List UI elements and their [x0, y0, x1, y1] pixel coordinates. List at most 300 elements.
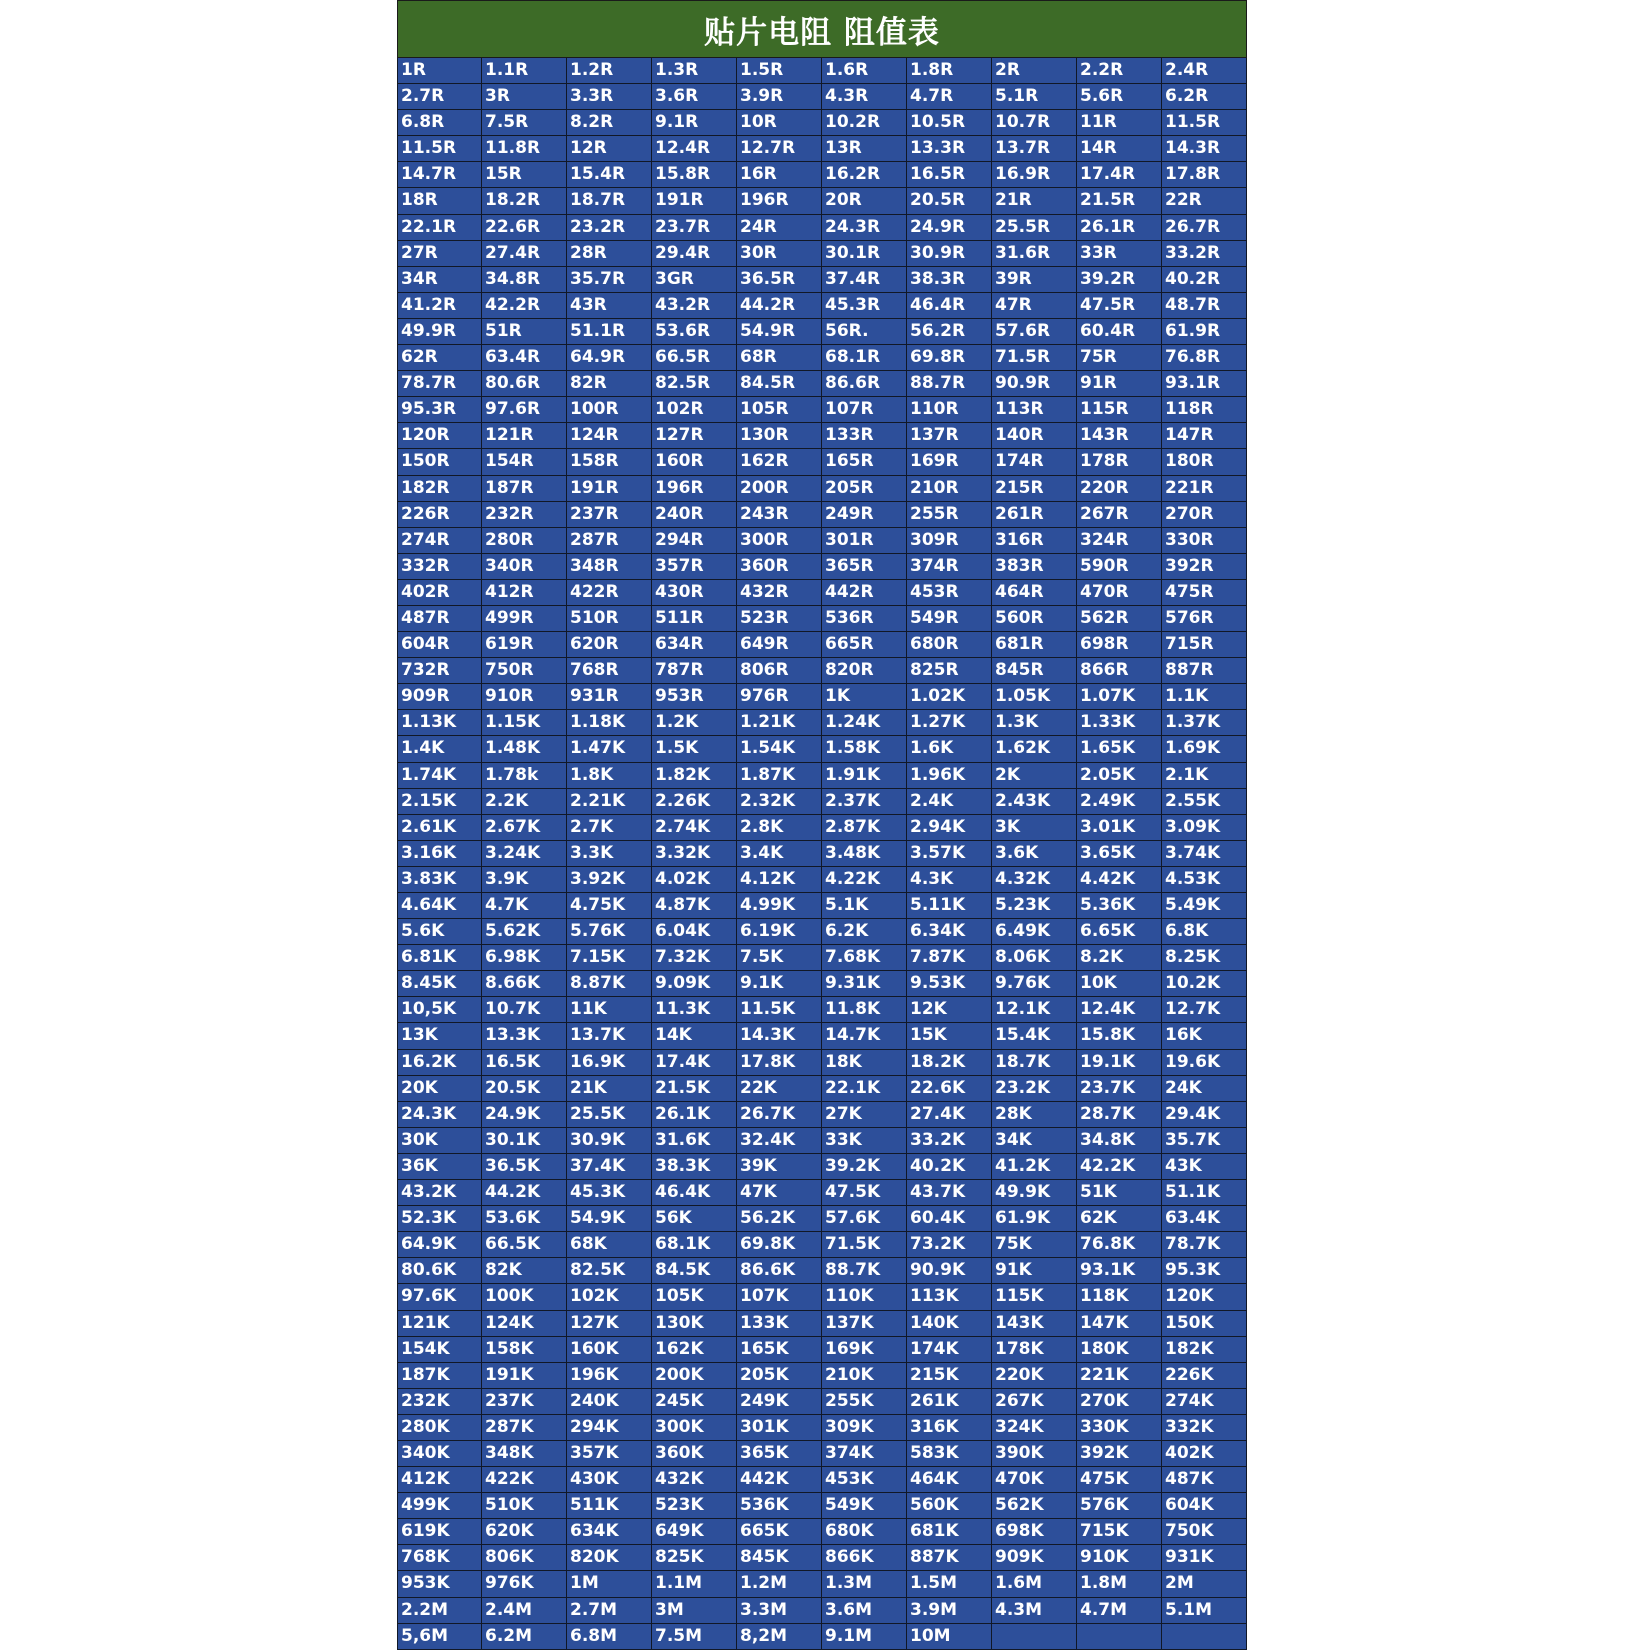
table-cell: 21.5R: [1077, 188, 1162, 214]
table-cell: 210K: [822, 1363, 907, 1389]
table-cell: 698K: [992, 1519, 1077, 1545]
table-cell: 44.2R: [737, 293, 822, 319]
table-cell: 4.12K: [737, 867, 822, 893]
table-cell: 1.2K: [652, 710, 737, 736]
table-cell: 680R: [907, 632, 992, 658]
table-cell: 24K: [1162, 1076, 1247, 1102]
table-cell: 31.6K: [652, 1128, 737, 1154]
table-cell: 681K: [907, 1519, 992, 1545]
table-cell: 12.7R: [737, 136, 822, 162]
table-cell: 20K: [397, 1076, 482, 1102]
table-cell: 300R: [737, 528, 822, 554]
table-cell: 221R: [1162, 476, 1247, 502]
table-cell: 357K: [567, 1441, 652, 1467]
table-cell: 100K: [482, 1284, 567, 1310]
table-cell: 68.1K: [652, 1232, 737, 1258]
table-cell: 464R: [992, 580, 1077, 606]
table-cell: 28.7K: [1077, 1102, 1162, 1128]
table-cell: 866R: [1077, 658, 1162, 684]
table-cell: 10.2K: [1162, 971, 1247, 997]
table-cell: 69.8K: [737, 1232, 822, 1258]
table-cell: 8.25K: [1162, 945, 1247, 971]
table-cell: 357R: [652, 554, 737, 580]
table-cell: 255R: [907, 502, 992, 528]
table-cell: 46.4R: [907, 293, 992, 319]
table-cell: 9.1M: [822, 1624, 907, 1650]
table-cell: 158K: [482, 1337, 567, 1363]
table-cell: 240R: [652, 502, 737, 528]
table-cell: 3.6K: [992, 841, 1077, 867]
table-cell: 30.1K: [482, 1128, 567, 1154]
table-cell: 2.49K: [1077, 789, 1162, 815]
table-cell: 19.1K: [1077, 1050, 1162, 1076]
table-cell: 634R: [652, 632, 737, 658]
table-cell: 2.7K: [567, 815, 652, 841]
table-cell: 309R: [907, 528, 992, 554]
table-cell: 66.5R: [652, 345, 737, 371]
table-cell: 11.3K: [652, 997, 737, 1023]
table-cell: 56R.: [822, 319, 907, 345]
table-cell: 487R: [397, 606, 482, 632]
table-cell: 1.1R: [482, 58, 567, 84]
table-cell: 34.8R: [482, 267, 567, 293]
table-cell: 604K: [1162, 1493, 1247, 1519]
table-cell: 16R: [737, 162, 822, 188]
table-cell: 16.2R: [822, 162, 907, 188]
table-cell: 2.4K: [907, 789, 992, 815]
table-cell: 196R: [737, 188, 822, 214]
table-cell: 28R: [567, 241, 652, 267]
table-cell: 301R: [822, 528, 907, 554]
table-cell: 39.2R: [1077, 267, 1162, 293]
table-cell: 49.9K: [992, 1180, 1077, 1206]
table-cell: 210R: [907, 476, 992, 502]
table-cell: 226R: [397, 502, 482, 528]
table-cell: 499K: [397, 1493, 482, 1519]
table-cell: 267R: [1077, 502, 1162, 528]
table-cell: 665R: [822, 632, 907, 658]
table-cell: 510R: [567, 606, 652, 632]
table-cell: 453K: [822, 1467, 907, 1493]
table-cell: 19.6K: [1162, 1050, 1247, 1076]
table-cell: 10R: [737, 110, 822, 136]
table-cell: 196R: [652, 476, 737, 502]
table-cell: 953K: [397, 1571, 482, 1597]
table-cell: 24.9R: [907, 215, 992, 241]
table-cell: 49.9R: [397, 319, 482, 345]
table-cell: 1.96K: [907, 763, 992, 789]
table-cell: 10.5R: [907, 110, 992, 136]
table-cell: 1.5K: [652, 736, 737, 762]
table-cell: 7.68K: [822, 945, 907, 971]
table-cell: 205R: [822, 476, 907, 502]
table-cell: 2.7M: [567, 1598, 652, 1624]
table-cell: 4.3R: [822, 84, 907, 110]
table-cell: 226K: [1162, 1363, 1247, 1389]
table-cell: 240K: [567, 1389, 652, 1415]
table-cell: 147R: [1162, 423, 1247, 449]
table-cell: 22.1K: [822, 1076, 907, 1102]
table-cell: 787R: [652, 658, 737, 684]
table-cell: 4.53K: [1162, 867, 1247, 893]
table-cell: 200K: [652, 1363, 737, 1389]
table-cell: 9.76K: [992, 971, 1077, 997]
table-cell: 61.9R: [1162, 319, 1247, 345]
table-cell: 162R: [737, 449, 822, 475]
table-cell: 1.2M: [737, 1571, 822, 1597]
table-cell: 115R: [1077, 397, 1162, 423]
table-cell: 583K: [907, 1441, 992, 1467]
table-cell: 69.8R: [907, 345, 992, 371]
table-cell: 97.6R: [482, 397, 567, 423]
table-cell: 66.5K: [482, 1232, 567, 1258]
table-cell: 9.1K: [737, 971, 822, 997]
table-cell: 15.8R: [652, 162, 737, 188]
table-cell: 40.2R: [1162, 267, 1247, 293]
table-cell: 115K: [992, 1284, 1077, 1310]
table-cell: 4.7K: [482, 893, 567, 919]
table-cell: 43.2K: [397, 1180, 482, 1206]
table-cell: 27.4K: [907, 1102, 992, 1128]
table-cell: 41.2K: [992, 1154, 1077, 1180]
table-cell: 14R: [1077, 136, 1162, 162]
table-cell: 4.7M: [1077, 1598, 1162, 1624]
table-cell: 127K: [567, 1311, 652, 1337]
table-cell: 110R: [907, 397, 992, 423]
table-cell: 46.4K: [652, 1180, 737, 1206]
table-cell: 1.1M: [652, 1571, 737, 1597]
table-cell: 21R: [992, 188, 1077, 214]
table-cell: 82K: [482, 1258, 567, 1284]
table-cell: 11.5R: [1162, 110, 1247, 136]
table-cell: 6.2M: [482, 1624, 567, 1650]
table-cell: 5.36K: [1077, 893, 1162, 919]
table-cell: 95.3K: [1162, 1258, 1247, 1284]
table-cell: 22R: [1162, 188, 1247, 214]
table-cell: 1.5R: [737, 58, 822, 84]
table-cell: 6.65K: [1077, 919, 1162, 945]
table-cell: 54.9R: [737, 319, 822, 345]
table-cell: 174K: [907, 1337, 992, 1363]
table-cell: 2.7R: [397, 84, 482, 110]
table-cell: 287K: [482, 1415, 567, 1441]
table-cell: 51K: [1077, 1180, 1162, 1206]
table-cell: 280K: [397, 1415, 482, 1441]
table-cell: 10.7K: [482, 997, 567, 1023]
table-cell: 51.1K: [1162, 1180, 1247, 1206]
table-cell: 220R: [1077, 476, 1162, 502]
table-cell: 316R: [992, 528, 1077, 554]
table-cell: 340K: [397, 1441, 482, 1467]
table-cell: 270R: [1162, 502, 1247, 528]
table-cell: 15.4K: [992, 1023, 1077, 1049]
table-cell: 35.7R: [567, 267, 652, 293]
table-cell: 147K: [1077, 1311, 1162, 1337]
table-cell: 25.5K: [567, 1102, 652, 1128]
table-cell: 5.6K: [397, 919, 482, 945]
table-cell: 845K: [737, 1545, 822, 1571]
table-cell: 2.37K: [822, 789, 907, 815]
table-cell: 68K: [567, 1232, 652, 1258]
table-cell: 13.7R: [992, 136, 1077, 162]
table-cell: 11.8K: [822, 997, 907, 1023]
table-cell: 2.2M: [397, 1598, 482, 1624]
table-cell: 2M: [1162, 1571, 1247, 1597]
table-cell: 2.26K: [652, 789, 737, 815]
table-cell: 26.7K: [737, 1102, 822, 1128]
table-cell: 576R: [1162, 606, 1247, 632]
table-cell: 11.5R: [397, 136, 482, 162]
table-cell: 3.01K: [1077, 815, 1162, 841]
table-cell: 43.7K: [907, 1180, 992, 1206]
table-cell: 182K: [1162, 1337, 1247, 1363]
table-cell: 1.3R: [652, 58, 737, 84]
table-cell: 56.2R: [907, 319, 992, 345]
table-cell: 25.5R: [992, 215, 1077, 241]
table-cell: 4.22K: [822, 867, 907, 893]
table-cell: 33R: [1077, 241, 1162, 267]
table-cell: 806K: [482, 1545, 567, 1571]
page-title: 贴片电阻 阻值表: [397, 0, 1247, 58]
table-cell: 237K: [482, 1389, 567, 1415]
table-cell: 402R: [397, 580, 482, 606]
table-cell: 140K: [907, 1311, 992, 1337]
table-cell: 60.4K: [907, 1206, 992, 1232]
table-cell: 39.2K: [822, 1154, 907, 1180]
table-cell: 13.7K: [567, 1023, 652, 1049]
table-cell: 18.2K: [907, 1050, 992, 1076]
table-cell: 78.7R: [397, 371, 482, 397]
table-cell: 17.8R: [1162, 162, 1247, 188]
table-cell: 2.21K: [567, 789, 652, 815]
table-cell: 348K: [482, 1441, 567, 1467]
table-cell: 806R: [737, 658, 822, 684]
table-cell: 21.5K: [652, 1076, 737, 1102]
table-cell: 73.2K: [907, 1232, 992, 1258]
table-cell: 130R: [737, 423, 822, 449]
table-cell: 33.2K: [907, 1128, 992, 1154]
table-cell: 30R: [737, 241, 822, 267]
table-cell: 113R: [992, 397, 1077, 423]
table-cell: 499R: [482, 606, 567, 632]
table-cell: 27R: [397, 241, 482, 267]
table-cell: 11.5K: [737, 997, 822, 1023]
table-cell: 332K: [1162, 1415, 1247, 1441]
table-cell: 121R: [482, 423, 567, 449]
table-cell: 1.74K: [397, 763, 482, 789]
table-cell: 953R: [652, 684, 737, 710]
table-cell: 88.7K: [822, 1258, 907, 1284]
table-cell: 590R: [1077, 554, 1162, 580]
table-cell: 107K: [737, 1284, 822, 1310]
table-cell: 47.5R: [1077, 293, 1162, 319]
table-cell: 82R: [567, 371, 652, 397]
table-cell: 1.07K: [1077, 684, 1162, 710]
table-cell: 5.1M: [1162, 1598, 1247, 1624]
table-cell: 18.7R: [567, 188, 652, 214]
table-cell: 178K: [992, 1337, 1077, 1363]
resistor-value-sheet: [397, 0, 1247, 1644]
table-cell: 6.34K: [907, 919, 992, 945]
table-cell: 29.4K: [1162, 1102, 1247, 1128]
table-cell: 90.9R: [992, 371, 1077, 397]
table-cell: 300K: [652, 1415, 737, 1441]
table-cell: 7.87K: [907, 945, 992, 971]
table-cell: 40.2K: [907, 1154, 992, 1180]
table-cell: 162K: [652, 1337, 737, 1363]
table-cell: 5.23K: [992, 893, 1077, 919]
table-cell: 215K: [907, 1363, 992, 1389]
table-cell: 64.9K: [397, 1232, 482, 1258]
table-cell: 12.7K: [1162, 997, 1247, 1023]
table-cell: 22K: [737, 1076, 822, 1102]
table-cell: 8.66K: [482, 971, 567, 997]
table-cell: 76.8K: [1077, 1232, 1162, 1258]
table-cell: 1.6R: [822, 58, 907, 84]
table-cell: 825R: [907, 658, 992, 684]
table-cell: 105K: [652, 1284, 737, 1310]
table-cell: 124K: [482, 1311, 567, 1337]
table-cell: 1.4K: [397, 736, 482, 762]
table-cell: 4.64K: [397, 893, 482, 919]
table-cell: 13.3R: [907, 136, 992, 162]
table-cell: 36K: [397, 1154, 482, 1180]
table-cell: 102K: [567, 1284, 652, 1310]
table-cell: 100R: [567, 397, 652, 423]
table-cell: 820K: [567, 1545, 652, 1571]
table-cell: 1.05K: [992, 684, 1077, 710]
table-cell: 18.2R: [482, 188, 567, 214]
table-cell: 619R: [482, 632, 567, 658]
table-cell: 887R: [1162, 658, 1247, 684]
table-cell: 53.6K: [482, 1206, 567, 1232]
table-cell: 13K: [397, 1023, 482, 1049]
table-cell: 51R: [482, 319, 567, 345]
table-cell: 392K: [1077, 1441, 1162, 1467]
table-cell: 620K: [482, 1519, 567, 1545]
table-cell: 91R: [1077, 371, 1162, 397]
table-cell: 360K: [652, 1441, 737, 1467]
table-cell: 402K: [1162, 1441, 1247, 1467]
table-cell: 53.6R: [652, 319, 737, 345]
table-cell: 249K: [737, 1389, 822, 1415]
table-cell: 3.9M: [907, 1598, 992, 1624]
table-cell: 1.48K: [482, 736, 567, 762]
table-cell: 68R: [737, 345, 822, 371]
table-cell: 680K: [822, 1519, 907, 1545]
table-cell: 976K: [482, 1571, 567, 1597]
table-cell: 1.8K: [567, 763, 652, 789]
table-cell: 549K: [822, 1493, 907, 1519]
table-cell: 124R: [567, 423, 652, 449]
table-cell: 330R: [1162, 528, 1247, 554]
table-cell: 698R: [1077, 632, 1162, 658]
table-cell: [1077, 1624, 1162, 1650]
table-cell: 1.82K: [652, 763, 737, 789]
table-cell: 3R: [482, 84, 567, 110]
table-cell: 1.1K: [1162, 684, 1247, 710]
table-cell: 3.3K: [567, 841, 652, 867]
table-cell: 8,2M: [737, 1624, 822, 1650]
table-cell: 76.8R: [1162, 345, 1247, 371]
table-cell: 232K: [397, 1389, 482, 1415]
table-cell: 82.5K: [567, 1258, 652, 1284]
table-cell: 324K: [992, 1415, 1077, 1441]
table-cell: 909R: [397, 684, 482, 710]
table-cell: 549R: [907, 606, 992, 632]
table-cell: 1.62K: [992, 736, 1077, 762]
table-cell: 750K: [1162, 1519, 1247, 1545]
table-cell: 360R: [737, 554, 822, 580]
table-cell: 732R: [397, 658, 482, 684]
table-cell: 261R: [992, 502, 1077, 528]
table-cell: 6.8R: [397, 110, 482, 136]
table-cell: 4.87K: [652, 893, 737, 919]
table-cell: 38.3R: [907, 267, 992, 293]
table-cell: 1.58K: [822, 736, 907, 762]
table-cell: 365K: [737, 1441, 822, 1467]
table-cell: 196K: [567, 1363, 652, 1389]
table-cell: 191R: [567, 476, 652, 502]
table-cell: 20.5R: [907, 188, 992, 214]
table-cell: 2.67K: [482, 815, 567, 841]
table-cell: 47.5K: [822, 1180, 907, 1206]
table-cell: 68.1R: [822, 345, 907, 371]
table-cell: 931R: [567, 684, 652, 710]
table-cell: 2.4M: [482, 1598, 567, 1624]
table-cell: 270K: [1077, 1389, 1162, 1415]
table-cell: 1.69K: [1162, 736, 1247, 762]
table-cell: 2.1K: [1162, 763, 1247, 789]
table-cell: 33.2R: [1162, 241, 1247, 267]
table-cell: 86.6K: [737, 1258, 822, 1284]
table-cell: 604R: [397, 632, 482, 658]
table-cell: 160R: [652, 449, 737, 475]
table-cell: 243R: [737, 502, 822, 528]
table-cell: 34K: [992, 1128, 1077, 1154]
table-cell: 3K: [992, 815, 1077, 841]
table-cell: 14.7K: [822, 1023, 907, 1049]
table-cell: 374K: [822, 1441, 907, 1467]
table-cell: 34.8K: [1077, 1128, 1162, 1154]
table-cell: 38.3K: [652, 1154, 737, 1180]
table-cell: 430R: [652, 580, 737, 606]
table-cell: 1.8M: [1077, 1571, 1162, 1597]
table-cell: 34R: [397, 267, 482, 293]
table-cell: 301K: [737, 1415, 822, 1441]
table-cell: 16K: [1162, 1023, 1247, 1049]
table-cell: 3GR: [652, 267, 737, 293]
table-cell: 2.15K: [397, 789, 482, 815]
table-cell: 470K: [992, 1467, 1077, 1493]
table-cell: 560R: [992, 606, 1077, 632]
table-cell: 2.2K: [482, 789, 567, 815]
table-cell: 26.1K: [652, 1102, 737, 1128]
table-cell: 11.8R: [482, 136, 567, 162]
table-cell: 20R: [822, 188, 907, 214]
table-cell: [992, 1624, 1077, 1650]
table-cell: 113K: [907, 1284, 992, 1310]
table-cell: 4.3K: [907, 867, 992, 893]
table-cell: 78.7K: [1162, 1232, 1247, 1258]
table-cell: 2.2R: [1077, 58, 1162, 84]
table-cell: 84.5R: [737, 371, 822, 397]
table-cell: 274R: [397, 528, 482, 554]
table-cell: 7.32K: [652, 945, 737, 971]
table-cell: 8.2R: [567, 110, 652, 136]
table-cell: 28K: [992, 1102, 1077, 1128]
table-cell: 820R: [822, 658, 907, 684]
